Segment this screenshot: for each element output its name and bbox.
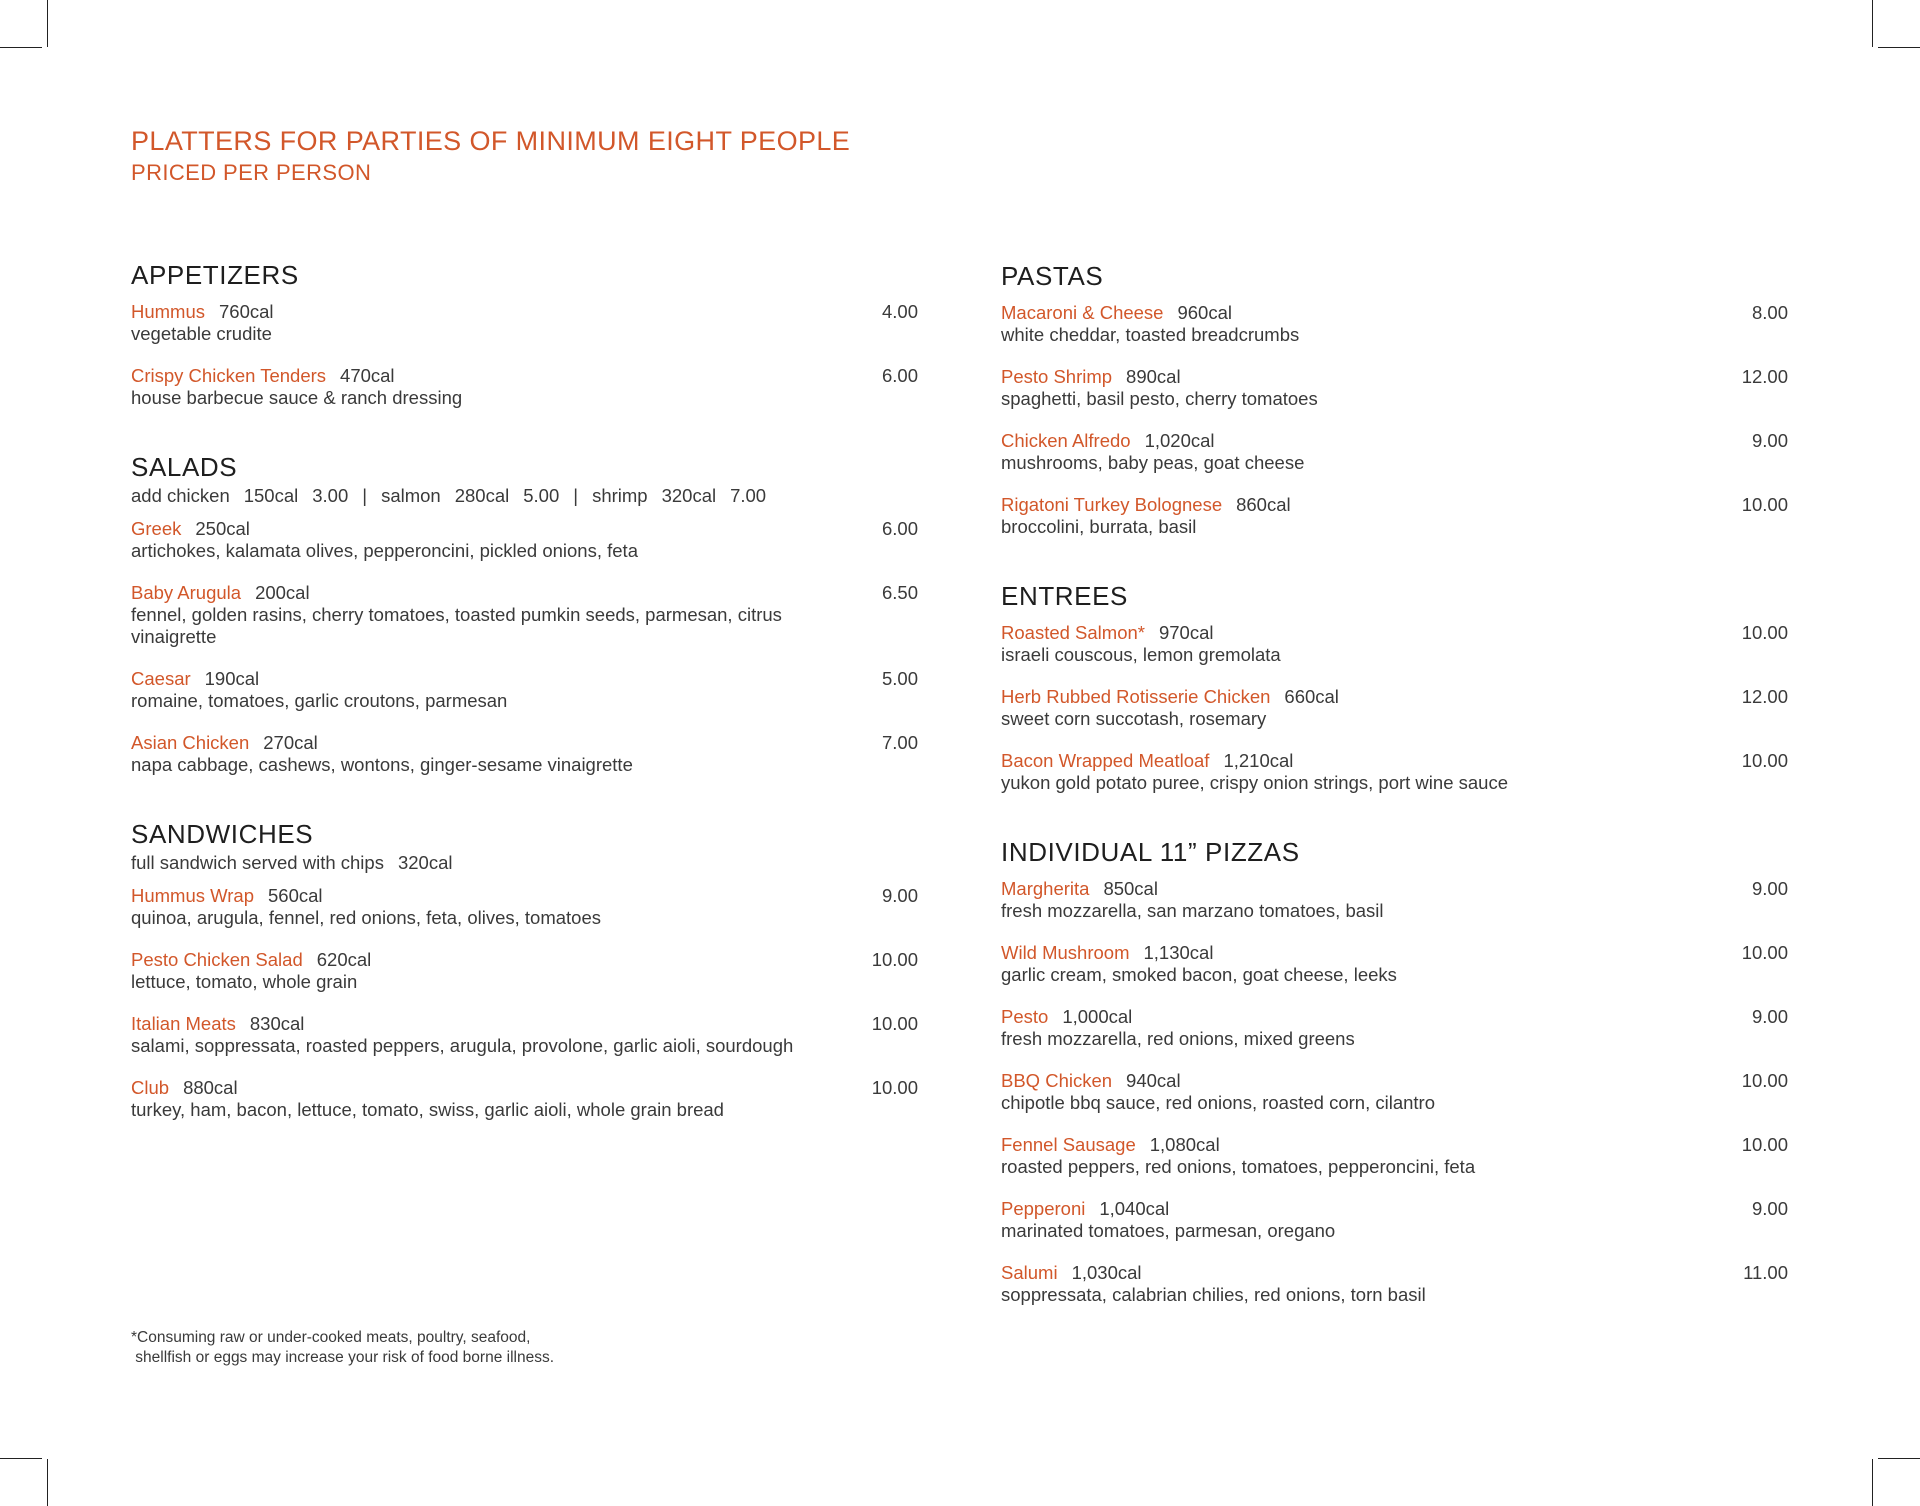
crop-mark: [47, 1459, 48, 1506]
note-part: 150cal: [243, 485, 299, 506]
menu-item: [1001, 686, 1791, 730]
note-part: salmon: [381, 485, 441, 506]
menu-section-individual-11-pizzas: [1001, 836, 1791, 1306]
item-price: 10.00: [1741, 622, 1788, 643]
section-title: SANDWICHES: [131, 819, 314, 849]
menu-item: [1001, 1134, 1791, 1178]
menu-item: [1001, 430, 1791, 474]
section-title: PASTAS: [1001, 261, 1104, 291]
menu-item: [1001, 942, 1791, 986]
item-description: mushrooms, baby peas, goat cheese: [1001, 452, 1305, 473]
item-calories: 660cal: [1284, 686, 1339, 707]
item-name: Wild Mushroom: [1001, 942, 1130, 963]
item-name: Salumi: [1001, 1262, 1058, 1283]
menu-item: [131, 518, 921, 562]
item-calories: 1,210cal: [1223, 750, 1294, 771]
item-calories: 200cal: [255, 582, 310, 603]
item-name: Roasted Salmon*: [1001, 622, 1145, 643]
section-title: INDIVIDUAL 11” PIZZAS: [1001, 837, 1300, 867]
item-price: 10.00: [1741, 750, 1788, 771]
item-calories: 1,000cal: [1062, 1006, 1133, 1027]
item-price: 9.00: [1751, 430, 1788, 451]
menu-section-salads: [131, 451, 921, 776]
item-calories: 560cal: [268, 885, 323, 906]
item-name: Hummus Wrap: [131, 885, 255, 906]
item-name: BBQ Chicken: [1001, 1070, 1113, 1091]
item-calories: 1,130cal: [1143, 942, 1214, 963]
section-note: [131, 484, 921, 508]
note-part: shrimp: [592, 485, 648, 506]
menu-item: [131, 1077, 921, 1121]
item-description: white cheddar, toasted breadcrumbs: [1001, 324, 1300, 345]
item-description: lettuce, tomato, whole grain: [131, 971, 358, 992]
note-part: full sandwich served with chips: [131, 852, 384, 873]
item-description: turkey, ham, bacon, lettuce, tomato, swiss, garlic aioli, whole grain bread: [131, 1099, 724, 1120]
item-name: Pesto: [1001, 1006, 1049, 1027]
item-description: house barbecue sauce & ranch dressing: [131, 387, 463, 408]
item-description: broccolini, burrata, basil: [1001, 516, 1197, 537]
note-part: 320cal: [397, 852, 453, 873]
menu-section-sandwiches: [131, 818, 921, 1121]
item-description: napa cabbage, cashews, wontons, ginger-sesame vinaigrette: [131, 754, 633, 775]
crop-mark: [0, 1458, 42, 1459]
menu-item: [131, 732, 921, 776]
item-price: 10.00: [871, 949, 918, 970]
crop-mark: [47, 0, 48, 47]
menu-item: [1001, 750, 1791, 794]
menu-section-pastas: [1001, 260, 1791, 538]
left-column: [131, 259, 921, 1163]
crop-mark: [1872, 0, 1873, 47]
item-calories: 760cal: [219, 301, 274, 322]
item-calories: 270cal: [263, 732, 318, 753]
page-subtitle: PRICED PER PERSON: [131, 160, 372, 185]
item-calories: 830cal: [249, 1013, 305, 1034]
footnote: [131, 1328, 554, 1368]
menu-item: [1001, 1262, 1791, 1306]
item-calories: 880cal: [183, 1077, 238, 1098]
item-description: sweet corn succotash, rosemary: [1001, 708, 1267, 729]
menu-item: [1001, 302, 1791, 346]
menu-item: [131, 1013, 921, 1057]
note-part: 280cal: [454, 485, 510, 506]
section-note: [131, 851, 921, 875]
item-name: Greek: [131, 518, 182, 539]
menu-item: [131, 365, 921, 409]
item-price: 10.00: [1741, 1070, 1788, 1091]
note-part: 320cal: [661, 485, 717, 506]
item-description: artichokes, kalamata olives, pepperoncini, pickled onions, feta: [131, 540, 638, 561]
item-calories: 470cal: [340, 365, 395, 386]
item-calories: 970cal: [1158, 622, 1214, 643]
menu-section-appetizers: [131, 259, 921, 409]
crop-mark: [1878, 47, 1920, 48]
menu-item: [131, 949, 921, 993]
crop-mark: [1878, 1458, 1920, 1459]
right-column: [1001, 260, 1791, 1348]
menu-item: [1001, 494, 1791, 538]
note-part: |: [362, 485, 368, 506]
item-price: 10.00: [871, 1077, 918, 1098]
note-part: 7.00: [730, 485, 767, 506]
menu-item: [131, 668, 921, 712]
item-price: 8.00: [1751, 302, 1788, 323]
item-price: 7.00: [881, 732, 918, 753]
crop-mark: [0, 47, 42, 48]
note-part: add chicken: [131, 485, 230, 506]
item-price: 9.00: [1751, 1006, 1788, 1027]
item-calories: 890cal: [1126, 366, 1181, 387]
item-name: Caesar: [131, 668, 191, 689]
item-name: Asian Chicken: [131, 732, 250, 753]
item-calories: 190cal: [204, 668, 260, 689]
menu-item: [1001, 878, 1791, 922]
menu-item: [1001, 366, 1791, 410]
item-calories: 250cal: [195, 518, 250, 539]
section-title: APPETIZERS: [131, 260, 299, 290]
item-price: 6.00: [881, 365, 918, 386]
item-name: Club: [131, 1077, 170, 1098]
item-calories: 940cal: [1126, 1070, 1181, 1091]
item-description: chipotle bbq sauce, red onions, roasted corn, cilantro: [1001, 1092, 1435, 1113]
item-name: Italian Meats: [131, 1013, 236, 1034]
item-calories: 620cal: [316, 949, 372, 970]
item-description: fennel, golden rasins, cherry tomatoes, toasted pumkin seeds, parmesan, citrus vinaigrette: [131, 604, 782, 647]
item-calories: 850cal: [1103, 878, 1158, 899]
item-description: quinoa, arugula, fennel, red onions, feta, olives, tomatoes: [131, 907, 601, 928]
item-name: Bacon Wrapped Meatloaf: [1001, 750, 1210, 771]
item-name: Herb Rubbed Rotisserie Chicken: [1001, 686, 1271, 707]
note-part: 3.00: [312, 485, 349, 506]
item-price: 5.00: [881, 668, 918, 689]
menu-header: [131, 124, 850, 188]
item-name: Baby Arugula: [131, 582, 242, 603]
item-calories: 1,080cal: [1149, 1134, 1220, 1155]
item-name: Rigatoni Turkey Bolognese: [1001, 494, 1223, 515]
item-description: roasted peppers, red onions, tomatoes, pepperoncini, feta: [1001, 1156, 1476, 1177]
item-name: Hummus: [131, 301, 206, 322]
item-calories: 860cal: [1236, 494, 1291, 515]
menu-item: [131, 885, 921, 929]
item-name: Pesto Shrimp: [1001, 366, 1113, 387]
item-description: garlic cream, smoked bacon, goat cheese, leeks: [1001, 964, 1397, 985]
item-name: Crispy Chicken Tenders: [131, 365, 327, 386]
section-title: SALADS: [131, 452, 238, 482]
item-description: yukon gold potato puree, crispy onion strings, port wine sauce: [1001, 772, 1508, 793]
item-price: 10.00: [1741, 494, 1788, 515]
item-name: Pesto Chicken Salad: [131, 949, 303, 970]
crop-mark: [1872, 1459, 1873, 1506]
menu-item: [1001, 1006, 1791, 1050]
item-price: 10.00: [1741, 942, 1788, 963]
menu-item: [1001, 622, 1791, 666]
item-description: spaghetti, basil pesto, cherry tomatoes: [1001, 388, 1318, 409]
menu-item: [1001, 1198, 1791, 1242]
item-price: 9.00: [881, 885, 918, 906]
item-description: fresh mozzarella, san marzano tomatoes, basil: [1001, 900, 1384, 921]
item-price: 12.00: [1741, 366, 1788, 387]
footnote-line: *Consuming raw or under-cooked meats, poultry, seafood,: [131, 1329, 531, 1346]
menu-item: [1001, 1070, 1791, 1114]
note-part: |: [573, 485, 579, 506]
page-title: PLATTERS FOR PARTIES OF MINIMUM EIGHT PEOPLE: [131, 126, 851, 156]
item-calories: 1,020cal: [1144, 430, 1215, 451]
item-price: 10.00: [871, 1013, 918, 1034]
section-title: ENTREES: [1001, 581, 1129, 611]
item-description: fresh mozzarella, red onions, mixed greens: [1001, 1028, 1355, 1049]
item-description: vegetable crudite: [131, 323, 272, 344]
item-price: 9.00: [1751, 1198, 1788, 1219]
item-calories: 960cal: [1177, 302, 1232, 323]
item-name: Fennel Sausage: [1001, 1134, 1136, 1155]
item-calories: 1,030cal: [1071, 1262, 1142, 1283]
item-price: 4.00: [881, 301, 918, 322]
note-part: 5.00: [523, 485, 560, 506]
item-price: 6.00: [881, 518, 918, 539]
item-price: 10.00: [1741, 1134, 1788, 1155]
item-calories: 1,040cal: [1099, 1198, 1170, 1219]
item-name: Margherita: [1001, 878, 1090, 899]
menu-item: [131, 301, 921, 345]
item-description: soppressata, calabrian chilies, red onions, torn basil: [1001, 1284, 1426, 1305]
item-name: Pepperoni: [1001, 1198, 1086, 1219]
item-price: 12.00: [1741, 686, 1788, 707]
item-price: 9.00: [1751, 878, 1788, 899]
menu-section-entrees: [1001, 580, 1791, 794]
menu-item: [131, 582, 921, 648]
item-price: 6.50: [881, 582, 918, 603]
item-description: marinated tomatoes, parmesan, oregano: [1001, 1220, 1336, 1241]
item-description: salami, soppressata, roasted peppers, arugula, provolone, garlic aioli, sourdough: [131, 1035, 794, 1056]
item-name: Chicken Alfredo: [1001, 430, 1131, 451]
footnote-line: shellfish or eggs may increase your risk of food borne illness.: [131, 1349, 555, 1366]
item-name: Macaroni & Cheese: [1001, 302, 1164, 323]
item-price: 11.00: [1743, 1262, 1788, 1283]
item-description: israeli couscous, lemon gremolata: [1001, 644, 1281, 665]
item-description: romaine, tomatoes, garlic croutons, parmesan: [131, 690, 508, 711]
